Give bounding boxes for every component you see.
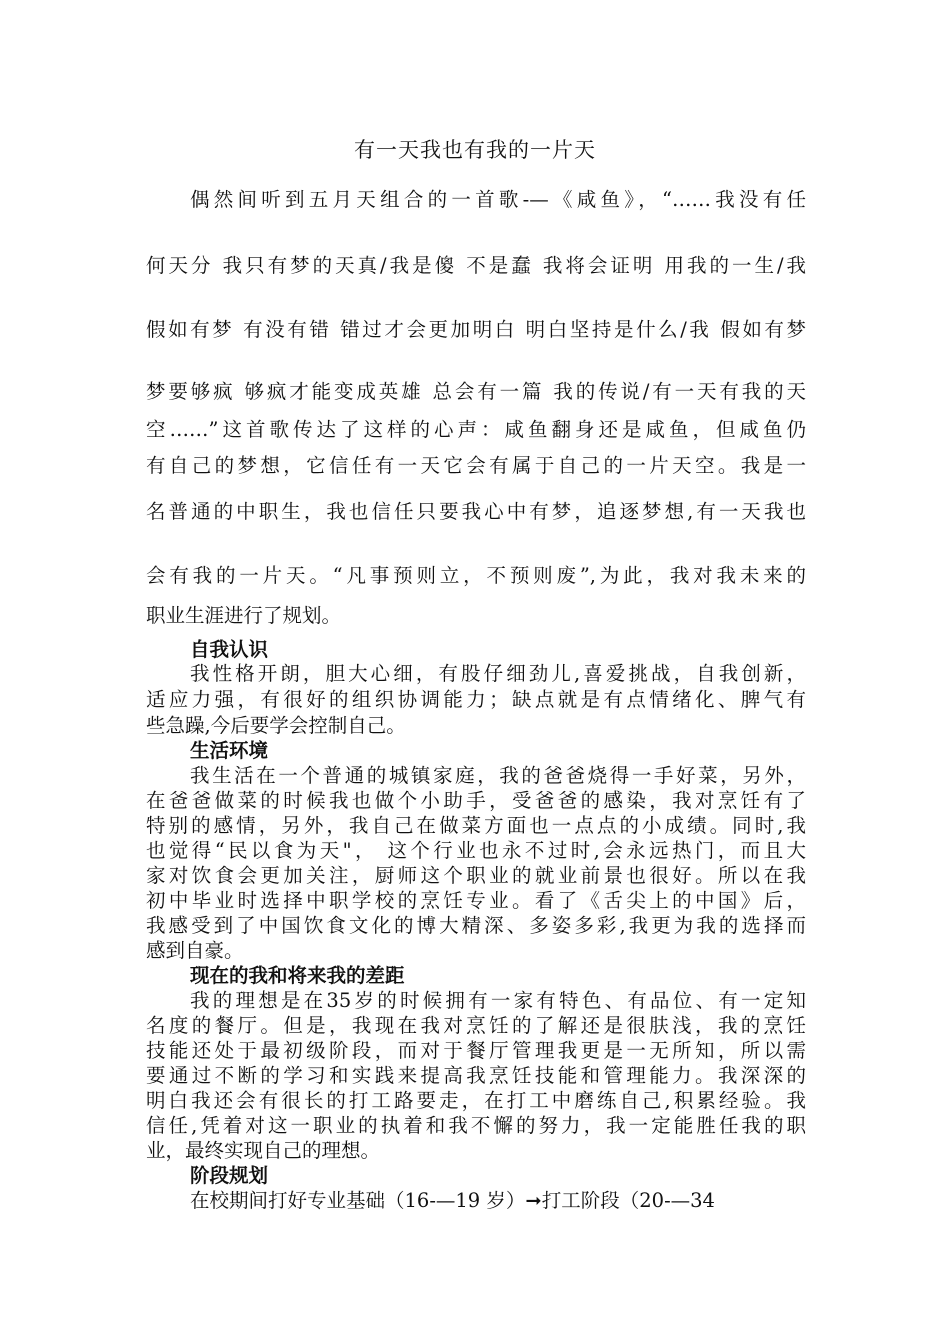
paragraph-line: 在校期间打好专业基础（16-—19 岁）➞打工阶段（20-—34: [190, 1189, 715, 1212]
paragraph-line: 业，最终实现自己的理想。: [146, 1139, 381, 1162]
paragraph-line: 适应力强，有很好的组织协调能力；缺点就是有点情绪化、脾气有: [146, 688, 806, 711]
paragraph-line: 名度的餐厅。但是，我现在我对烹饪的了解还是很肤浅，我的烹饪: [146, 1014, 806, 1037]
section-heading: 阶段规划: [190, 1164, 269, 1187]
paragraph-line: 我感受到了中国饮食文化的博大精深、多姿多彩,我更为我的选择而: [146, 914, 806, 937]
paragraph-line: 些急躁,今后要学会控制自己。: [146, 714, 406, 737]
paragraph-line: 在爸爸做菜的时候我也做个小助手，受爸爸的感染，我对烹饪有了: [146, 789, 806, 812]
paragraph-line: 我的理想是在35岁的时候拥有一家有特色、有品位、有一定知: [190, 989, 806, 1012]
paragraph-line: 特别的感情，另外，我自己在做菜方面也一点点的小成绩。同时,我: [146, 814, 806, 837]
paragraph-line: 也觉得“民以食为天"， 这个行业也永不过时,会永远热门，而且大: [146, 839, 806, 862]
intro-line: 名普通的中职生，我也信任只要我心中有梦，追逐梦想,有一天我也: [146, 500, 806, 523]
intro-line: 空……”这首歌传达了这样的心声：咸鱼翻身还是咸鱼，但咸鱼仍: [146, 418, 806, 441]
paragraph-line: 要通过不断的学习和实践来提高我烹饪技能和管理能力。我深深的: [146, 1064, 806, 1087]
intro-line: 何天分 我只有梦的天真/我是傻 不是蠢 我将会证明 用我的一生/我: [146, 254, 806, 277]
paragraph-line: 感到自豪。: [146, 939, 244, 962]
intro-line: 有自己的梦想，它信任有一天它会有属于自己的一片天空。我是一: [146, 454, 806, 477]
intro-line: 职业生涯进行了规划。: [146, 604, 342, 627]
paragraph-line: 信任,凭着对这一职业的执着和我不懈的努力，我一定能胜任我的职: [146, 1114, 806, 1137]
paragraph-line: 我生活在一个普通的城镇家庭，我的爸爸烧得一手好菜，另外，: [190, 764, 806, 787]
paragraph-line: 我性格开朗，胆大心细，有股仔细劲儿,喜爱挑战，自我创新，: [190, 662, 806, 685]
paragraph-line: 技能还处于最初级阶段，而对于餐厅管理我更是一无所知，所以需: [146, 1039, 806, 1062]
paragraph-line: 家对饮食会更加关注，厨师这个职业的就业前景也很好。所以在我: [146, 864, 806, 887]
intro-line: 会有我的一片天。“凡事预则立，不预则废”,为此，我对我未来的: [146, 564, 806, 587]
section-heading: 生活环境: [190, 739, 269, 762]
intro-line: 梦要够疯 够疯才能变成英雄 总会有一篇 我的传说/有一天有我的天: [146, 380, 806, 403]
section-heading: 自我认识: [190, 638, 269, 661]
intro-line: 偶然间听到五月天组合的一首歌-—《咸鱼》，“……我没有任: [190, 188, 806, 211]
section-heading: 现在的我和将来我的差距: [190, 964, 405, 987]
intro-line: 假如有梦 有没有错 错过才会更加明白 明白坚持是什么/我 假如有梦: [146, 318, 806, 341]
paragraph-line: 明白我还会有很长的打工路要走，在打工中磨练自己,积累经验。我: [146, 1089, 806, 1112]
paragraph-line: 初中毕业时选择中职学校的烹饪专业。看了《舌尖上的中国》后，: [146, 889, 806, 912]
document-title: 有一天我也有我的一片天: [354, 138, 596, 162]
